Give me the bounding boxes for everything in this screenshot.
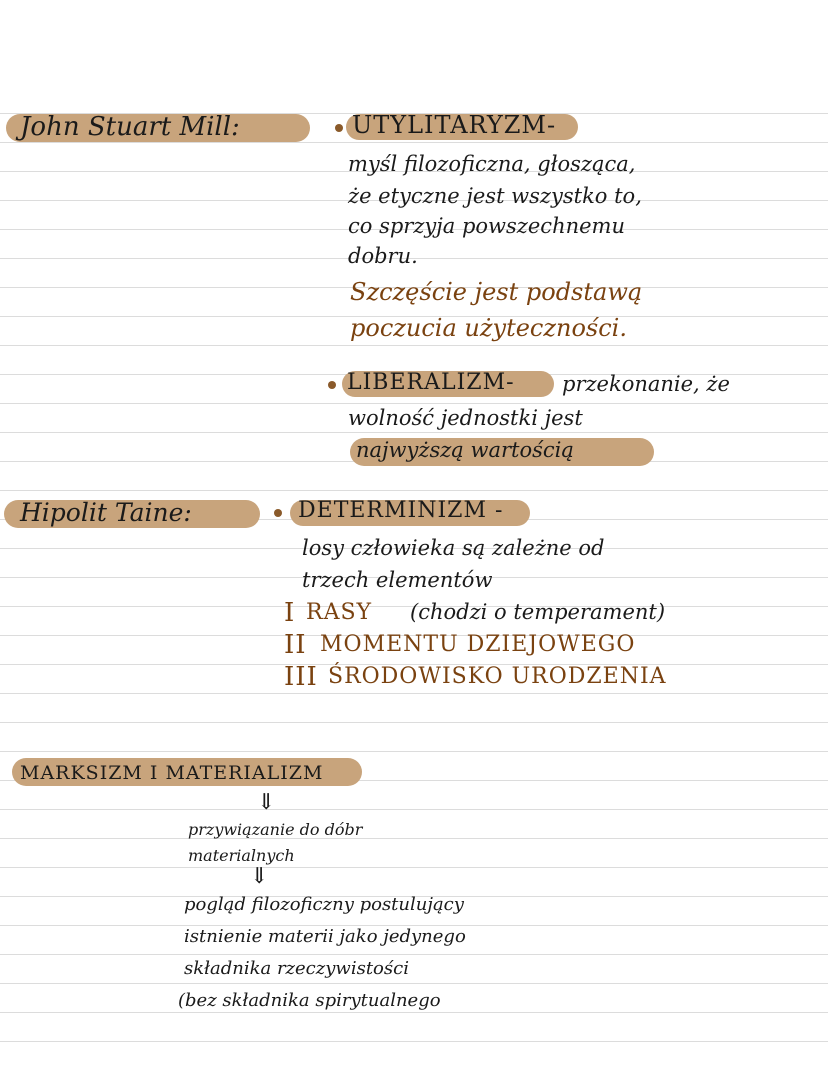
marx-title: MARKSIZM I MATERIALIZM (20, 762, 324, 784)
marx-step1-line-1: przywiązanie do dóbr (188, 820, 363, 839)
paper-top-margin (0, 0, 828, 100)
determinism-line-2: trzech elementów (302, 568, 493, 592)
liberalism-line-3: najwyższą wartością (356, 438, 574, 462)
term-liberalism: LIBERALIZM- (347, 370, 515, 395)
element-1-note: (chodzi o temperament) (410, 600, 666, 624)
bullet-icon (328, 381, 336, 389)
happiness-line-2: poczucia użyteczności. (350, 314, 627, 342)
utilitarianism-def-1: myśl filozoficzna, głosząca, (348, 152, 636, 176)
marx-step2-line-2: istnienie materii jako jedynego (184, 926, 466, 947)
arrow-down-icon: ⇓ (257, 790, 276, 815)
term-determinism: DETERMINIZM - (298, 498, 504, 523)
happiness-line-1: Szczęście jest podstawą (350, 278, 643, 306)
author-mill: John Stuart Mill: (20, 112, 240, 142)
utilitarianism-def-3: co sprzyja powszechnemu (348, 214, 625, 238)
element-2-text: MOMENTU DZIEJOWEGO (320, 632, 636, 657)
author-taine: Hipolit Taine: (20, 498, 192, 527)
bullet-icon (274, 509, 282, 517)
element-2-numeral: II (284, 630, 307, 660)
marx-step1-line-2: materialnych (188, 846, 295, 865)
arrow-down-icon: ⇓ (250, 864, 269, 889)
marx-step2-line-3: składnika rzeczywistości (184, 958, 409, 979)
determinism-line-1: losy człowieka są zależne od (302, 536, 605, 560)
utilitarianism-def-2: że etyczne jest wszystko to, (348, 184, 642, 208)
term-utilitarianism: UTYLITARYZM- (352, 111, 557, 139)
utilitarianism-def-4: dobru. (348, 244, 418, 268)
marx-step2-line-1: pogląd filozoficzny postulujący (184, 894, 464, 915)
element-1-numeral: I (284, 598, 296, 628)
marx-step2-line-4: (bez składnika spirytualnego (178, 990, 441, 1011)
bullet-icon (335, 124, 343, 132)
element-3-text: ŚRODOWISKO URODZENIA (328, 664, 667, 689)
element-1-text: RASY (306, 600, 373, 625)
liberalism-line-2: wolność jednostki jest (348, 406, 583, 430)
element-3-numeral: III (284, 662, 318, 692)
liberalism-line-1: przekonanie, że (562, 372, 730, 396)
